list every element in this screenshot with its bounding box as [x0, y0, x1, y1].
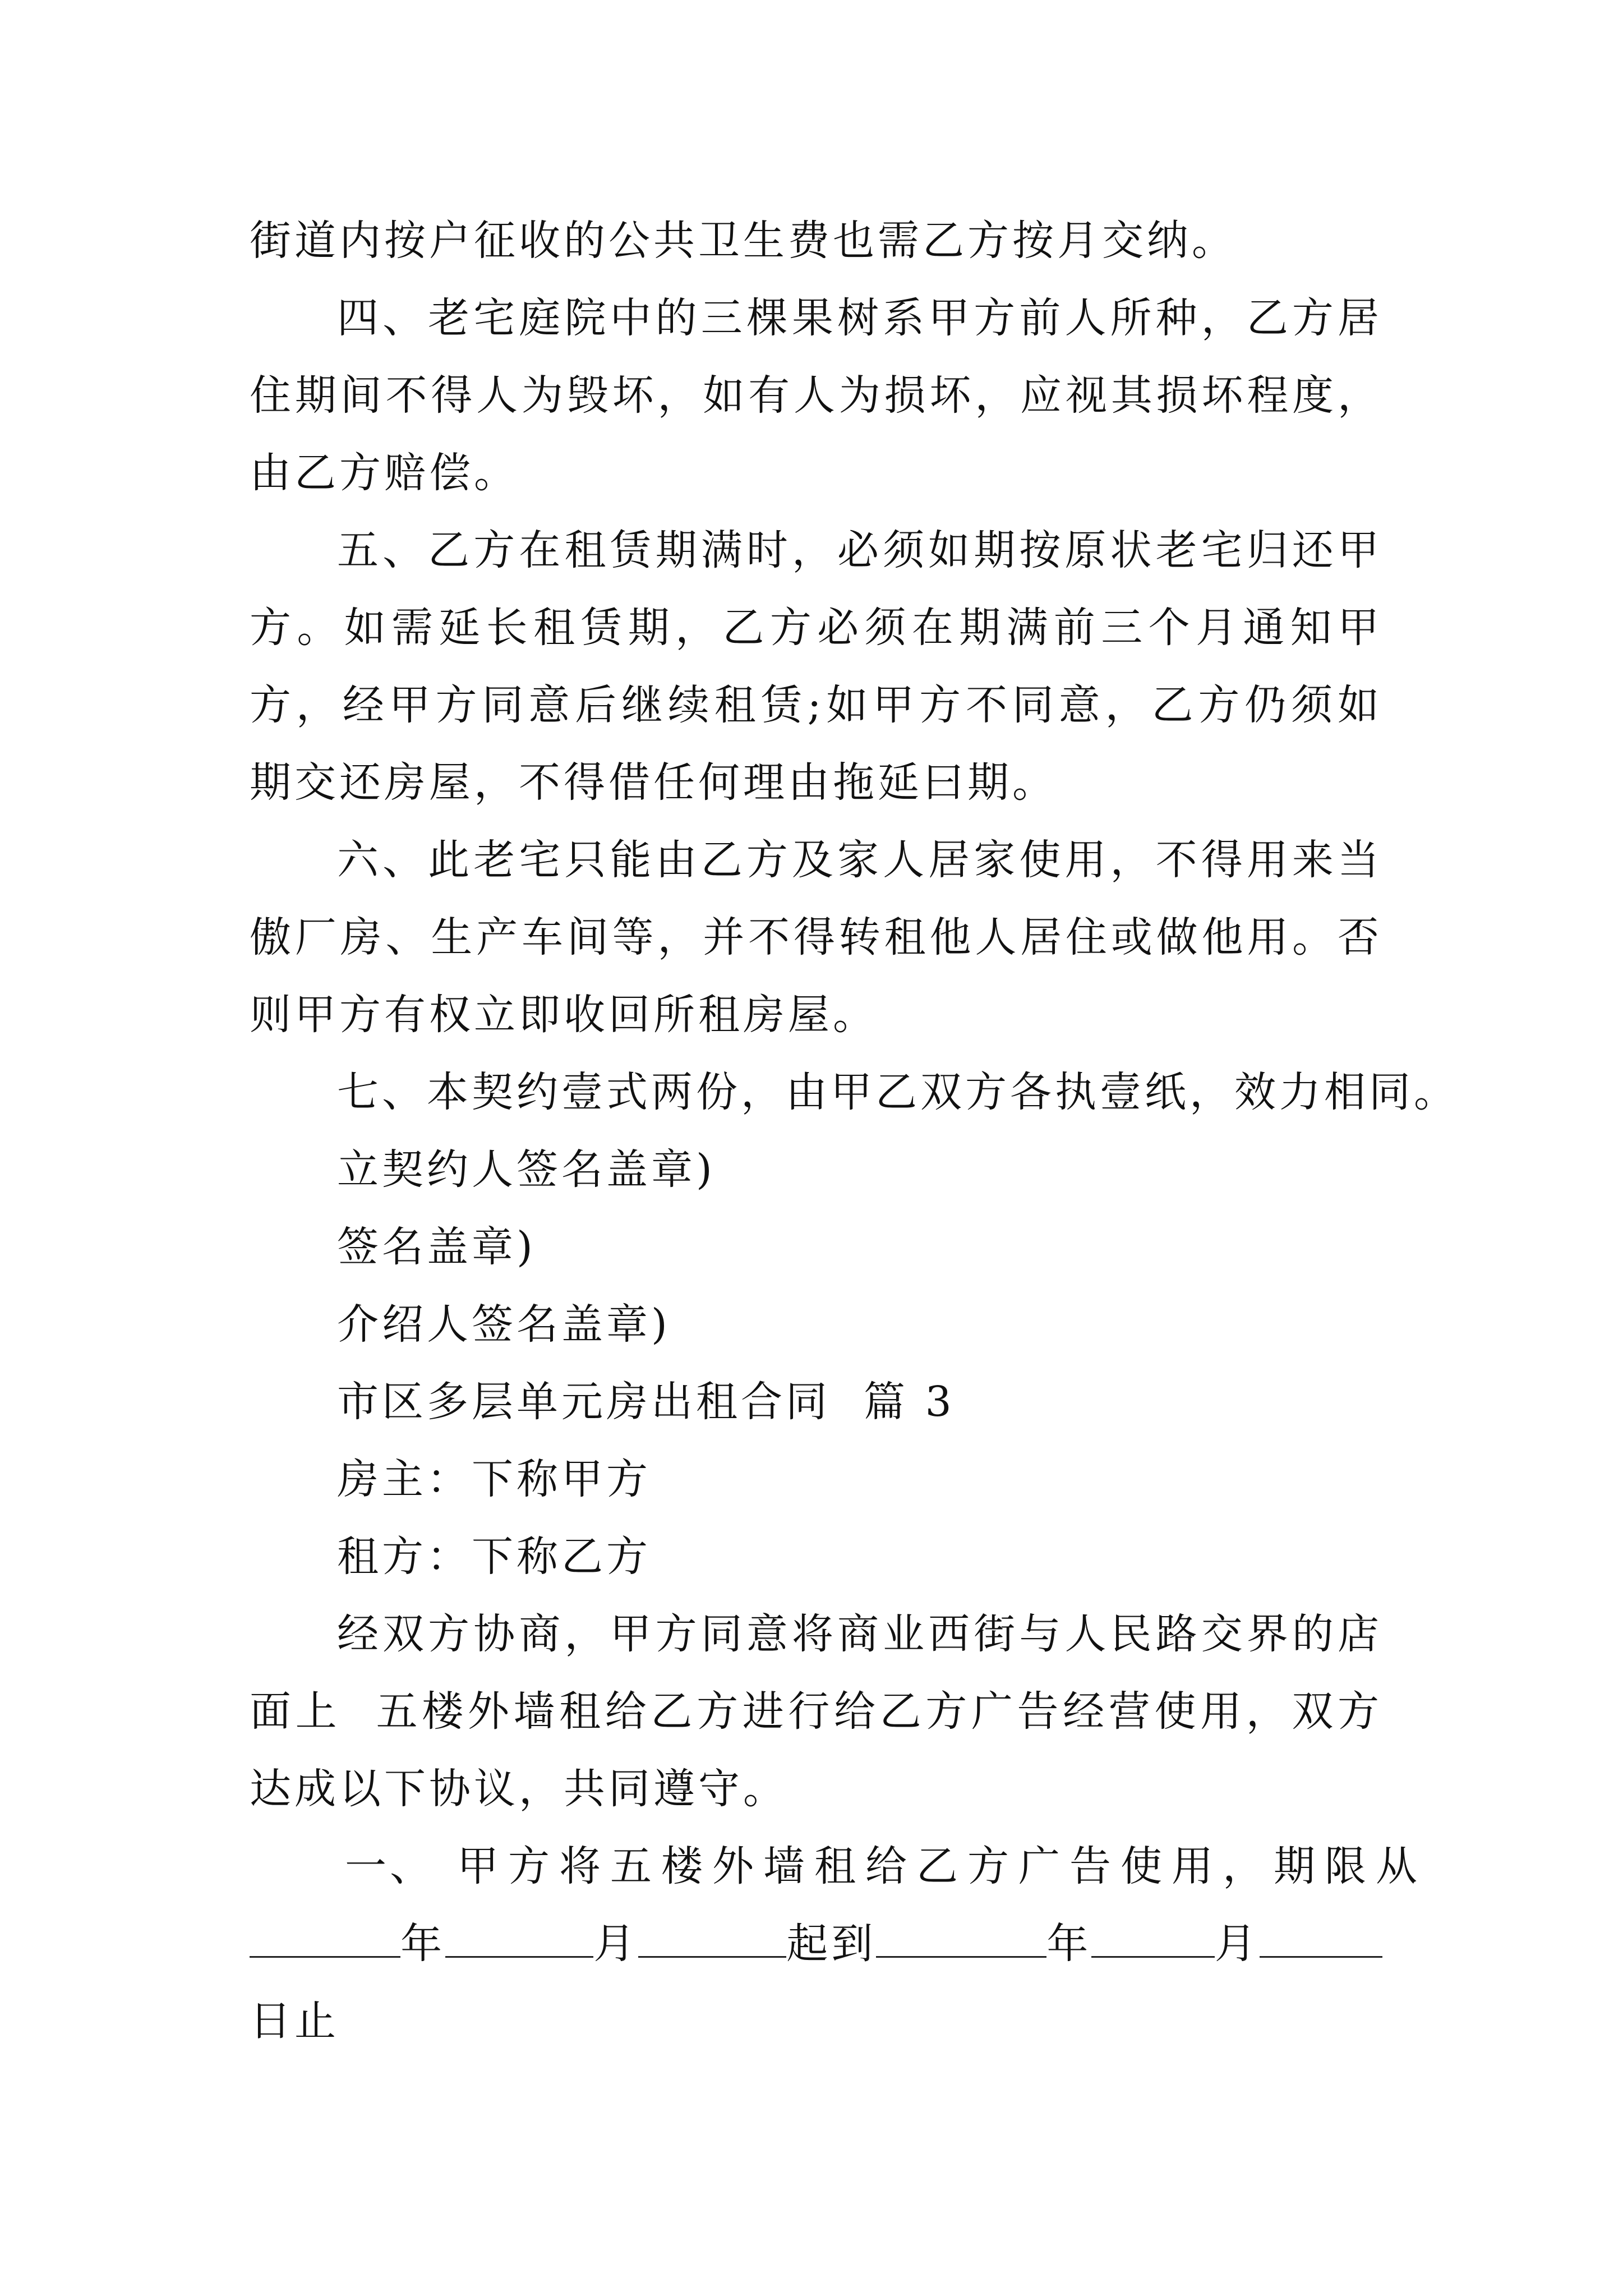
- label-year-1: 年: [400, 1920, 446, 1968]
- agreement-intro: 经双方协商，甲方同意将商业西街与人民路交界的店面上 五楼外墙租给乙方进行给乙方广告经营使用，双方达成以下协议，共同遵守。: [250, 1610, 1382, 1813]
- blank-end-day: [1260, 1912, 1382, 1958]
- blank-end-year: [876, 1912, 1046, 1958]
- label-month-1: 月: [593, 1920, 639, 1968]
- term-1-text: 甲方将五楼外墙租给乙方广告使用，期限从: [457, 1842, 1427, 1890]
- lease-period-end: 日止: [250, 1997, 339, 2045]
- label-year-2: 年: [1046, 1920, 1092, 1968]
- term-1-number: 一、: [345, 1842, 435, 1890]
- signature-contractor: 立契约人签名盖章): [337, 1145, 716, 1194]
- signature-introducer: 介绍人签名盖章): [337, 1300, 671, 1349]
- blank-start-day: [638, 1912, 786, 1958]
- tenant-line: 租方：下称乙方: [337, 1533, 651, 1581]
- signature-line: 签名盖章): [337, 1223, 536, 1271]
- blank-end-month: [1091, 1912, 1214, 1958]
- label-start-to: 起到: [786, 1920, 877, 1968]
- label-month-2: 月: [1214, 1920, 1260, 1968]
- blank-start-year: [250, 1912, 400, 1958]
- landlord-line: 房主：下称甲方: [337, 1455, 651, 1503]
- lease-period-line: [250, 1905, 1382, 1982]
- clause-7-copies: 七、本契约壹式两份，由甲乙双方各执壹纸，效力相同。: [337, 1068, 1459, 1116]
- blank-start-month: [445, 1912, 593, 1958]
- clause-4-fruit-trees: 四、老宅庭院中的三棵果树系甲方前人所种，乙方居住期间不得人为毁坏，如有人为损坏，应视其损坏程度，由乙方赔偿。: [250, 294, 1382, 497]
- clause-6-usage: 六、此老宅只能由乙方及家人居家使用，不得用来当傲厂房、生产车间等，并不得转租他人居住或做他用。否则甲方有权立即收回所租房屋。: [250, 836, 1382, 1039]
- term-1-heading: [250, 1828, 1427, 1905]
- clause-5-lease-expiry: 五、乙方在租赁期满时，必须如期按原状老宅归还甲方。如需延长租赁期，乙方必须在期满前三个月通知甲方，经甲方同意后继续租赁;如甲方不同意，乙方仍须如期交还房屋，不得借任何理由拖延曰期。: [250, 526, 1382, 807]
- section-title: 市区多层单元房出租合同 篇 3: [337, 1378, 955, 1426]
- document-body: [250, 202, 1459, 2060]
- paragraph-public-fee: 街道内按户征收的公共卫生费也需乙方按月交纳。: [250, 217, 1237, 265]
